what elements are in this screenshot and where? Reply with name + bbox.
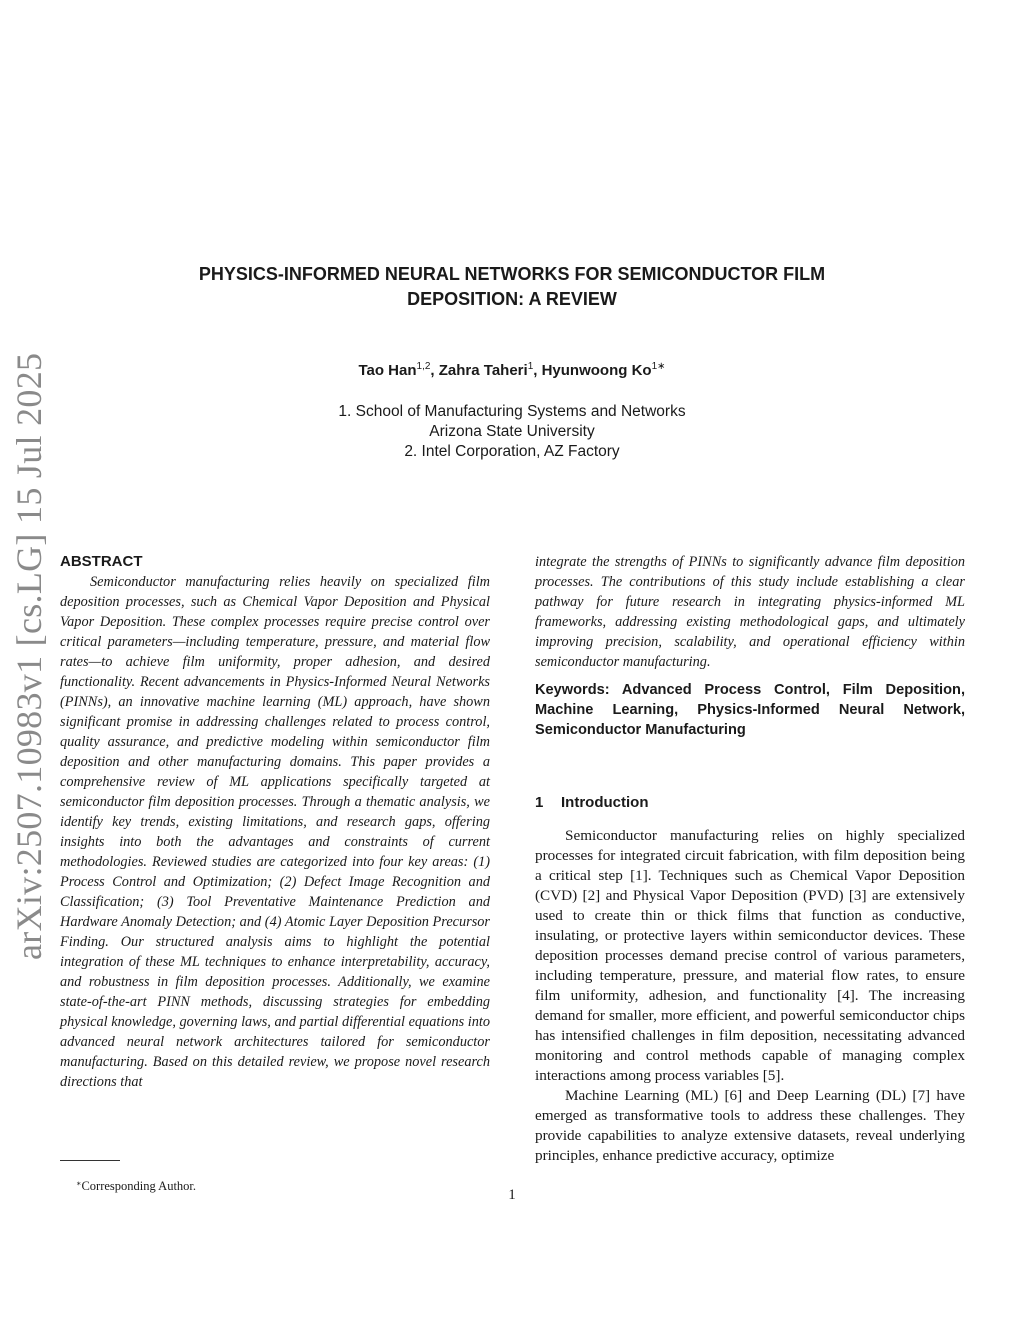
right-column (535, 552, 965, 1166)
affiliation-line: 1. School of Manufacturing Systems and Networks (338, 403, 686, 420)
section-title: Introduction (561, 794, 649, 811)
keywords (535, 680, 965, 740)
affiliations (60, 402, 964, 462)
body-paragraph: Machine Learning (ML) [6] and Deep Learning (DL) [7] have emerged as transformative tools to address these challenges. They provide capabilities to analyze extensive datasets, reveal underlying principles, enhance predictive accuracy, optimize (535, 1087, 965, 1164)
section-heading-introduction (535, 793, 965, 813)
author-name: Zahra Taheri (438, 362, 528, 379)
author-affiliation-mark: 1 (527, 361, 534, 372)
author-affiliation-mark: 1∗ (651, 361, 666, 372)
keywords-list: Advanced Process Control, Film Deposition, Machine Learning, Physics-Informed Neural Network, Semiconductor Manufacturing (535, 682, 965, 738)
keywords-label: Keywords: (535, 682, 610, 698)
author-name: Hyunwoong Ko (541, 362, 652, 379)
affiliation-line: 2. Intel Corporation, AZ Factory (404, 443, 620, 460)
affiliation-line: Arizona State University (429, 423, 595, 440)
footnote-divider (60, 1160, 120, 1161)
page-number: 1 (508, 1187, 516, 1203)
author-affiliation-mark: 1,2 (416, 361, 431, 372)
author-list: Tao Han$^{1,2}$, Zahra Taheri$^1$, Hyunwoong $Ko^{1∗}$ (358, 361, 666, 379)
body-paragraph: Semiconductor manufacturing relies on highly specialized processes for integrated circuit fabrication, with film deposition being a critical step [1]. Techniques such as Chemical Vapor Deposition (CVD) [2] and Physical Vapor Deposition (PVD) [3] are extensively used to create thin or thick films that function as conductive, insulating, or protective layers within semiconductor devices. These deposition processes demand precise control of various parameters, including temperature, pressure, and material flow rates, to ensure film uniformity, adhesion, and functionality [4]. The increasing demand for smaller, more efficient, and powerful semiconductor chips has intensified challenges in film deposition, necessitating advanced monitoring and control methods capable of managing complex interactions among process variables [5]. (535, 827, 965, 1084)
abstract-text-continued: integrate the strengths of PINNs to significantly advance film deposition processes. The contributions of this study include establishing a clear pathway for future research in integrating physics-informed ML frameworks, addressing existing methodological gaps, and ultimately improving precision, scalability, and operational efficiency within semiconductor manufacturing. (535, 554, 965, 670)
abstract-text: Semiconductor manufacturing relies heavily on specialized film deposition processes, such as Chemical Vapor Deposition and Physical Vapor Deposition. These complex processes require precise control over critical parameters—including temperature, pressure, and material flow rates—to achieve film uniformity, proper adhesion, and desired functionality. Recent advancements in Physics-Informed Neural Networks (PINNs), an innovative machine learning (ML) approach, have shown significant promise in addressing challenges related to process control, quality assurance, and predictive modeling within semiconductor film deposition and other manufacturing domains. This paper provides a comprehensive review of ML applications specifically targeted at semiconductor film deposition processes. Through a thematic analysis, we identify key trends, existing limitations, and research gaps, offering insights into both the advantages and constraints of current methodologies. Reviewed studies are categorized into four key areas: (1) Process Control and Optimization; (2) Defect Image Recognition and Classification; (3) Tool Preventative Maintenance Prediction and Hardware Anomaly Detection; and (4) Atomic Layer Deposition Precursor Finding. Our structured analysis aims to highlight the potential integration of these ML techniques to enhance interpretability, accuracy, and robustness in film deposition processes. Additionally, we examine state-of-the-art PINN methods, discussing strategies for embedding physical knowledge, governing laws, and partial differential equations into advanced neural network architectures tailored for semiconductor manufacturing. Based on this detailed review, we propose novel research directions that (60, 574, 490, 1090)
paper-title-line-2: DEPOSITION: A REVIEW (407, 289, 617, 309)
arxiv-identifier-stamp: arXiv:2507.10983v1 [cs.LG] 15 Jul 2025 (9, 352, 49, 960)
section-number: 1 (535, 794, 544, 811)
abstract-heading: ABSTRACT (60, 553, 143, 570)
author-name: Tao Han (358, 362, 417, 379)
footnote-text: Corresponding Author. (81, 1179, 197, 1193)
paper-title (60, 262, 964, 312)
footnote-mark: ∗ (76, 1179, 82, 1188)
paper-title-line-1: PHYSICS-INFORMED NEURAL NETWORKS FOR SEMICONDUCTOR FILM (198, 264, 826, 284)
left-column (60, 552, 490, 1092)
